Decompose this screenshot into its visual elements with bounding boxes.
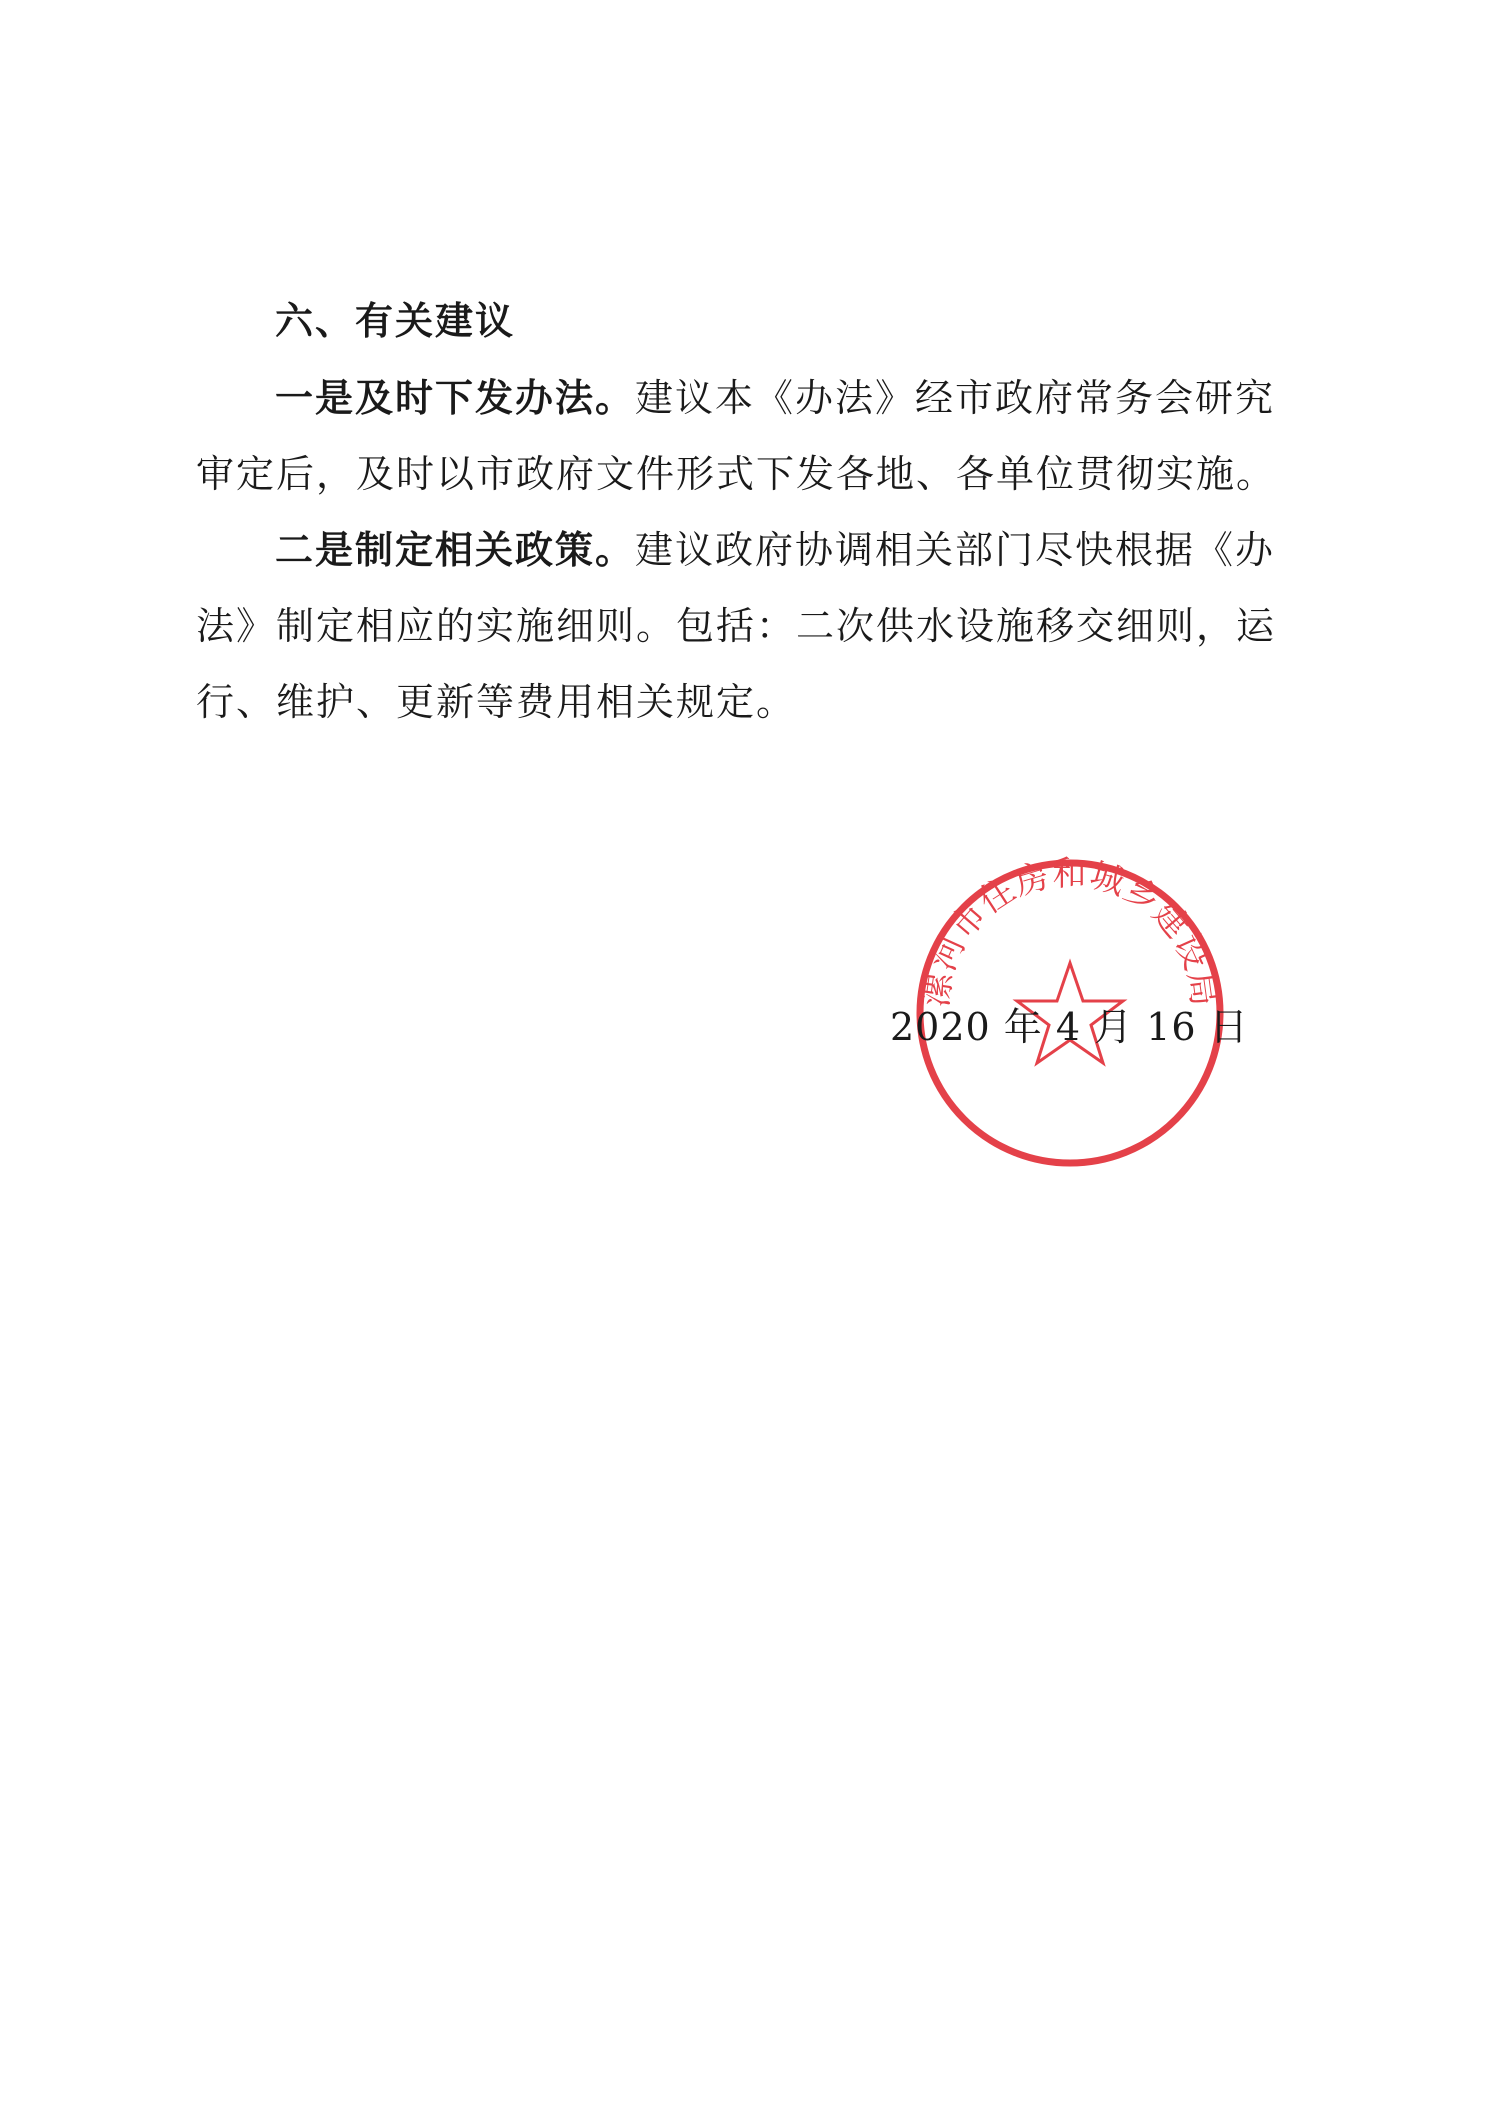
paragraph-1 [196, 360, 1296, 512]
paragraph-2-body: 建议政府协调相关部门尽快根据《办法》制定相应的实施细则。包括：二次供水设施移交细则，运行、维护、更新等费用相关规定。 [196, 528, 1277, 724]
paragraph-1-lead: 一是及时下发办法。 [275, 376, 636, 420]
signature-date: 2020 年 4 月 16 日 [890, 1005, 1249, 1049]
paragraph-2-lead: 二是制定相关政策。 [275, 528, 636, 572]
paragraph-2 [196, 512, 1296, 740]
paragraph-1-body: 建议本《办法》经市政府常务会研究审定后，及时以市政府文件形式下发各地、各单位贯彻实施。 [196, 376, 1277, 496]
seal-text: 漯河市住房和城乡建设局 [916, 855, 1224, 1010]
section-heading: 六、有关建议 [275, 299, 516, 343]
